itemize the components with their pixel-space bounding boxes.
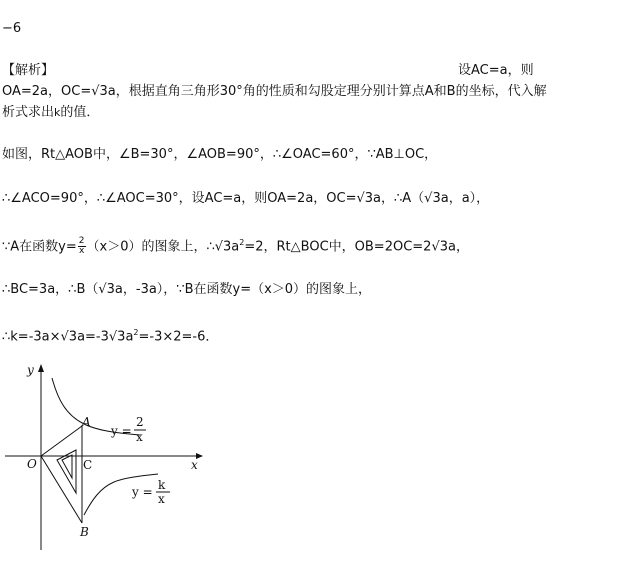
curve-2-lhs: y =: [132, 485, 153, 499]
set-square-inner: [62, 455, 72, 478]
geometry-figure: [0, 360, 240, 560]
step-3: ∵A在函数y= $\frac{2}{x}$ （x＞0）的图象上，$\therefore√3a^2=2$，Rt△BOC中，OB=2OC=2√3a，: [2, 236, 469, 257]
curve-2-numerator: k: [158, 478, 166, 492]
label-point-A: A: [82, 415, 91, 429]
hint-right-part: 设AC=a，则: [458, 63, 534, 78]
curve-2-denominator: x: [158, 492, 165, 506]
fraction-2-over-x: $\frac{2}{x}$: [78, 236, 85, 257]
curve-1-denominator: x: [136, 430, 143, 444]
label-point-B: B: [80, 525, 89, 539]
label-x-axis: x: [191, 458, 198, 472]
answer-text: −6: [2, 21, 22, 36]
y-axis-arrow: [38, 364, 44, 372]
hint-line-1: OA=2a，OC=√3a，根据直角三角形30°角的性质和勾股定理分别计算点A和B的坐标，代入解: [2, 84, 547, 99]
label-origin: O: [27, 457, 37, 471]
step-5: $\therefore k=-3a\times√3a=-3√3a^2=-3\times 2=-6$．: [2, 328, 219, 345]
curve-1-lhs: y =: [111, 424, 132, 438]
curve-1-numerator: 2: [136, 415, 144, 429]
step-2: ∴∠ACO=90°，∴∠AOC=30°，设AC=a，则OA=2a，OC=√3a，∴A（√3a，a），: [2, 191, 490, 206]
label-point-C: C: [83, 458, 93, 472]
section-title: 【解析】: [2, 63, 55, 78]
label-y-axis: y: [27, 363, 34, 377]
step-4: ∴BC=3a，∴B（√3a，-3a），∵B在函数y=（x＞0）的图象上，: [2, 282, 372, 297]
hint-line-2: 析式求出k的值．: [2, 105, 100, 120]
step-1: 如图，Rt△AOB中，∠B=30°，∠AOB=90°，∴∠OAC=60°，∵AB⊥OC，: [2, 147, 438, 162]
